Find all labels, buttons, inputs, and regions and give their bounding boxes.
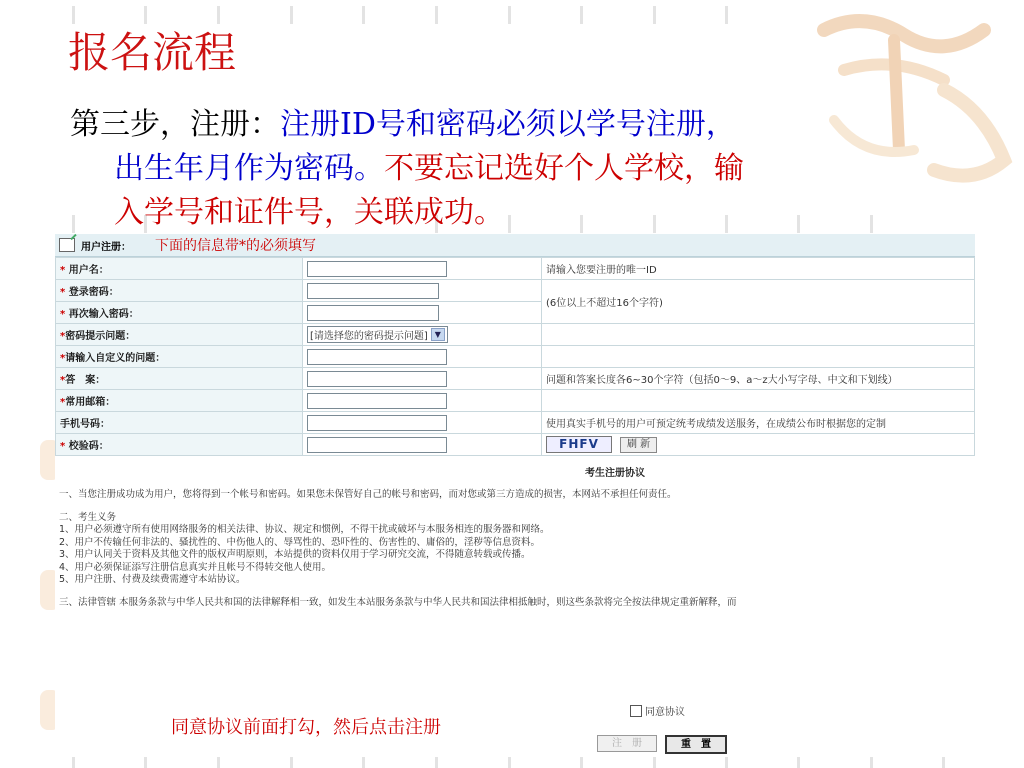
email-input[interactable] (307, 393, 447, 409)
field-label-answer: 答 案： (65, 375, 106, 386)
agreement-duty-item: 4、用户必须保证添写注册信息真实并且帐号不得转交他人使用。 (59, 561, 332, 573)
custom-question-input[interactable] (307, 349, 447, 365)
captcha-input[interactable] (307, 437, 447, 453)
table-row (56, 390, 975, 412)
form-header (55, 234, 975, 257)
field-label-custom-question: 请输入自定义的问题： (65, 353, 166, 364)
agreement-duty-item: 5、用户注册、付费及续费需遵守本站协议。 (59, 574, 246, 585)
registration-form-screenshot (55, 234, 975, 757)
password-input[interactable] (307, 283, 439, 299)
username-input[interactable] (307, 261, 447, 277)
select-value: [请选择您的密码提示问题] (310, 331, 428, 342)
agreement-duty-item: 3、用户认同关于资料及其他文件的版权声明原则，本站提供的资料仅用于学习研究交流，不得随意转载或传播。 (59, 549, 531, 560)
field-label-email: 常用邮箱： (65, 397, 116, 408)
field-note: 问题和答案长度各6~30个字符（包括0～9、a～z大小写字母、中文和下划线） (542, 368, 975, 390)
form-buttons (597, 735, 727, 754)
field-label-password-question: 密码提示问题： (65, 331, 136, 342)
password-question-select[interactable] (307, 326, 448, 343)
answer-input[interactable] (307, 371, 447, 387)
table-row (56, 434, 975, 456)
required-star: * (60, 287, 69, 298)
slide-title: 报名流程 (68, 28, 237, 77)
required-hint: 下面的信息带*的必须填写 (155, 238, 316, 254)
captcha-image: FHFV (546, 436, 612, 453)
required-star: * (60, 265, 69, 276)
table-row (56, 258, 975, 280)
agree-checkbox-row[interactable] (630, 703, 685, 718)
required-star: * (60, 397, 66, 408)
agreement-duty-item: 1、用户必须遵守所有使用网络服务的相关法律、协议、规定和惯例，不得干扰或破坏与本服务相连的服务器和网络。 (59, 524, 550, 535)
agreement-paragraph: 三、法律管辖 本服务条款与中华人民共和国的法律解释相一致，如发生本站服务条款与中华人民共和国法律相抵触时，则这些条款将完全按法律规定重新解释，而 (59, 596, 737, 608)
field-note: 使用真实手机号的用户可预定统考成绩发送服务，在成绩公布时根据您的定制 (542, 412, 975, 434)
refresh-captcha-button[interactable]: 刷 新 (620, 437, 657, 453)
required-star: * (60, 331, 66, 342)
field-label-phone: 手机号码： (60, 419, 110, 430)
field-label-captcha: 校验码： (68, 441, 109, 452)
edit-icon (59, 238, 75, 252)
agreement-paragraph: 一、当您注册成功成为用户，您将得到一个帐号和密码。如果您未保管好自己的帐号和密码，而对您或第三方造成的损害，本网站不承担任何责任。 (59, 489, 677, 500)
required-star: * (60, 441, 69, 452)
required-star: * (60, 309, 69, 320)
step-label: 第三步，注册： (70, 107, 280, 142)
field-note: 请输入您要注册的唯一ID (542, 258, 975, 280)
table-row (56, 280, 975, 302)
step-instruction-blue-2: 出生年月作为密码。 (114, 151, 384, 186)
table-row (56, 368, 975, 390)
agreement-text (55, 479, 975, 609)
required-star: * (60, 353, 66, 364)
agreement-duties-title: 二、考生义务 (59, 511, 117, 523)
agreement-title: 考生注册协议 (585, 468, 645, 479)
register-button[interactable]: 注 册 (597, 735, 657, 752)
chevron-down-icon[interactable]: ▼ (431, 328, 445, 341)
step-instruction-blue-1: 注册ID号和密码必须以学号注册， (280, 107, 736, 142)
table-row (56, 346, 975, 368)
field-label-confirm-password: 再次输入密码： (68, 309, 139, 320)
field-note (542, 390, 975, 412)
step-instruction-red-2: 入学号和证件号，关联成功。 (114, 195, 504, 230)
agreement-duty-item: 2、用户不传输任何非法的、骚扰性的、中伤他人的、辱骂性的、恐吓性的、伤害性的、庸俗的，淫秽等信息资料。 (59, 536, 541, 548)
form-header-title: 用户注册： (81, 241, 131, 253)
reset-button[interactable]: 重 置 (665, 735, 727, 754)
phone-input[interactable] (307, 415, 447, 431)
bottom-tip: 同意协议前面打勾，然后点击注册 (171, 717, 441, 738)
step-description (70, 103, 950, 235)
table-row (56, 324, 975, 346)
field-label-username: 用户名： (68, 265, 109, 276)
step-instruction-red-1: 不要忘记选好个人学校，输 (384, 151, 744, 186)
field-label-password: 登录密码： (68, 287, 119, 298)
registration-table (55, 257, 975, 456)
field-note (542, 346, 975, 368)
table-row (56, 412, 975, 434)
agree-checkbox-label[interactable]: 同意协议 (645, 707, 685, 718)
required-star: * (60, 375, 66, 386)
agree-checkbox[interactable] (630, 705, 642, 717)
field-note: (6位以上不超过16个字符) (542, 280, 975, 324)
confirm-password-input[interactable] (307, 305, 439, 321)
field-note (542, 324, 975, 346)
